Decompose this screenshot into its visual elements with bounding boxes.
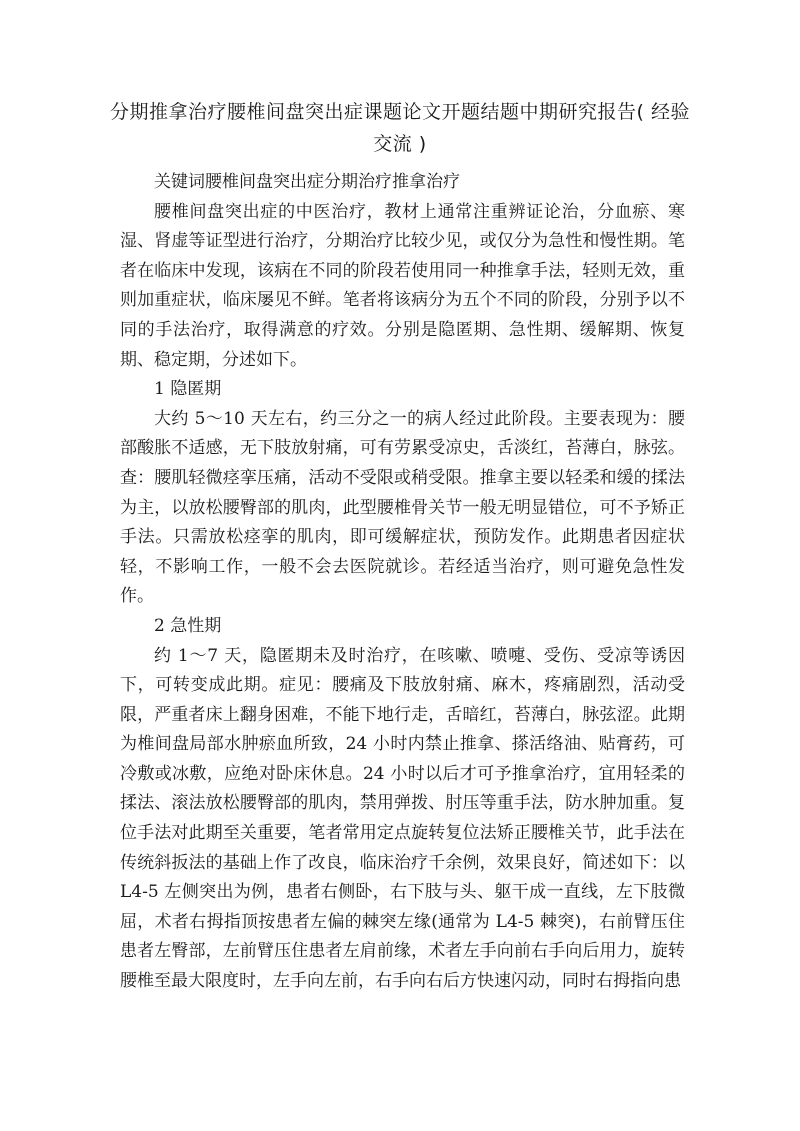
keywords-line: 关键词腰椎间盘突出症分期治疗推拿治疗 — [154, 172, 460, 192]
document-body — [120, 168, 685, 997]
acute-stage-paragraph: 约 1～7 天，隐匿期未及时治疗，在咳嗽、喷嚏、受伤、受凉等诱因下，可转变成此期。症见：腰痛及下肢放射痛、麻木，疼痛剧烈，活动受限，严重者床上翻身困难，不能下地行走，舌暗红，苔薄白，脉弦涩。此期为椎间盘局部水肿瘀血所致，24 小时内禁止推拿、搽活络油、贴膏药，可冷敷或冰敷，应绝对卧床休息。24 小时以后才可予推拿治疗，宜用轻柔的揉法、滚法放松腰臀部的肌肉，禁用弹拨、肘压等重手法，防水肿加重。复位手法对此期至关重要，笔者常用定点旋转复位法矫正腰椎关节，此手法在传统斜扳法的基础上作了改良，临床治疗千余例，效果良好，简述如下：以 L4-5 左侧突出为例，患者右侧卧，右下肢与头、躯干成一直线，左下肢微屈，术者右拇指顶按患者左偏的棘突左缘(通常为 L4-5 棘突)，右前臂压住患者左臀部，左前臂压住患者左肩前缘，术者左手向前右手向后用力，旋转腰椎至最大限度时，左手向左前，右手向右后方快速闪动，同时右拇指向患 — [120, 645, 685, 992]
document-title: 分期推拿治疗腰椎间盘突出症课题论文开题结题中期研究报告( 经验交流 ) — [110, 101, 690, 155]
section-heading-acute-stage: 2 急性期 — [154, 615, 222, 636]
intro-paragraph: 腰椎间盘突出症的中医治疗，教材上通常注重辨证论治，分血瘀、寒湿、肾虚等证型进行治疗，分期治疗比较少见，或仅分为急性和慢性期。笔者在临床中发现，该病在不同的阶段若使用同一种推拿手法，轻则无效，重则加重症状，临床屡见不鲜。笔者将该病分为五个不同的阶段，分别予以不同的手法治疗，取得满意的疗效。分别是隐匿期、急性期、缓解期、恢复期、稳定期，分述如下。 — [120, 201, 685, 370]
section-heading-latent-stage: 1 隐匿期 — [154, 379, 222, 400]
latent-stage-paragraph: 大约 5～10 天左右，约三分之一的病人经过此阶段。主要表现为：腰部酸胀不适感，无下肢放射痛，可有劳累受凉史，舌淡红，苔薄白，脉弦。查：腰肌轻微痉挛压痛，活动不受限或稍受限。推拿主要以轻柔和缓的揉法为主，以放松腰臀部的肌肉，此型腰椎骨关节一般无明显错位，可不予矫正手法。只需放松痉挛的肌肉，即可缓解症状，预防发作。此期患者因症状轻，不影响工作，一般不会去医院就诊。若经适当治疗，则可避免急性发作。 — [120, 408, 685, 607]
